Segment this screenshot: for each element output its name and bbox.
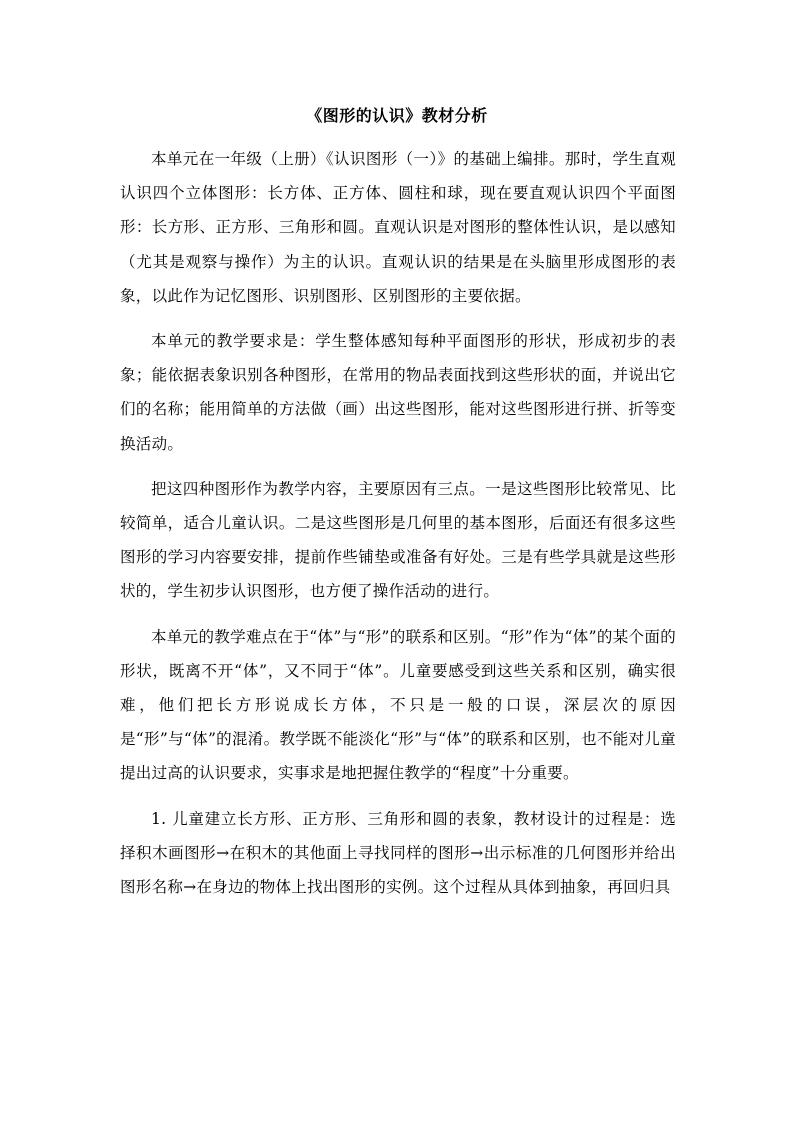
paragraph-teaching-difficulty: 本单元的教学难点在于“体”与“形”的联系和区别。“形”作为“体”的某个面的形状，既离不开“体”，又不同于“体”。儿童要感受到这些关系和区别，确实很难，他们把长方形说成长方体，不只是一般的口误，深层次的原因是“形”与“体”的混淆。教学既不能淡化“形”与“体”的联系和区别，也不能对儿童提出过高的认识要求，实事求是地把握住教学的“程度”十分重要。 xyxy=(120,627,676,783)
paragraph-unit-intro: 本单元在一年级（上册）《认识图形（一）》的基础上编排。那时，学生直观认识四个立体图形：长方体、正方体、圆柱和球，现在要直观认识四个平面图形：长方形、正方形、三角形和圆。直观认识是对图形的整体性认识，是以感知（尤其是观察与操作）为主的认识。直观认识的结果是在头脑里形成图形的表象，以此作为记忆图形、识别图形、区别图形的主要依据。 xyxy=(120,150,676,305)
document-body xyxy=(120,142,676,904)
paragraph-point-1: 1. 儿童建立长方形、正方形、三角形和圆的表象，教材设计的过程是：选择积木画图形→在积木的其他面上寻找同样的图形→出示标准的几何图形并给出图形名称→在身边的物体上找出图形的实例。这个过程从具体到抽象，再回归具 xyxy=(120,809,676,897)
paragraph-content-reasons: 把这四种图形作为教学内容，主要原因有三点。一是这些图形比较常见、比较简单，适合儿童认识。二是这些图形是几何里的基本图形，后面还有很多这些图形的学习内容要安排，提前作些铺垫或准备有好处。三是有些学具就是这些形状的，学生初步认识图形，也方便了操作活动的进行。 xyxy=(120,479,676,601)
document-title: 《图形的认识》教材分析 xyxy=(306,106,488,125)
paragraph-teaching-requirements: 本单元的教学要求是：学生整体感知每种平面图形的形状，形成初步的表象；能依据表象识别各种图形，在常用的物品表面找到这些形状的面，并说出它们的名称；能用简单的方法做（画）出这些图形，能对这些图形进行拼、折等变换活动。 xyxy=(120,332,676,453)
